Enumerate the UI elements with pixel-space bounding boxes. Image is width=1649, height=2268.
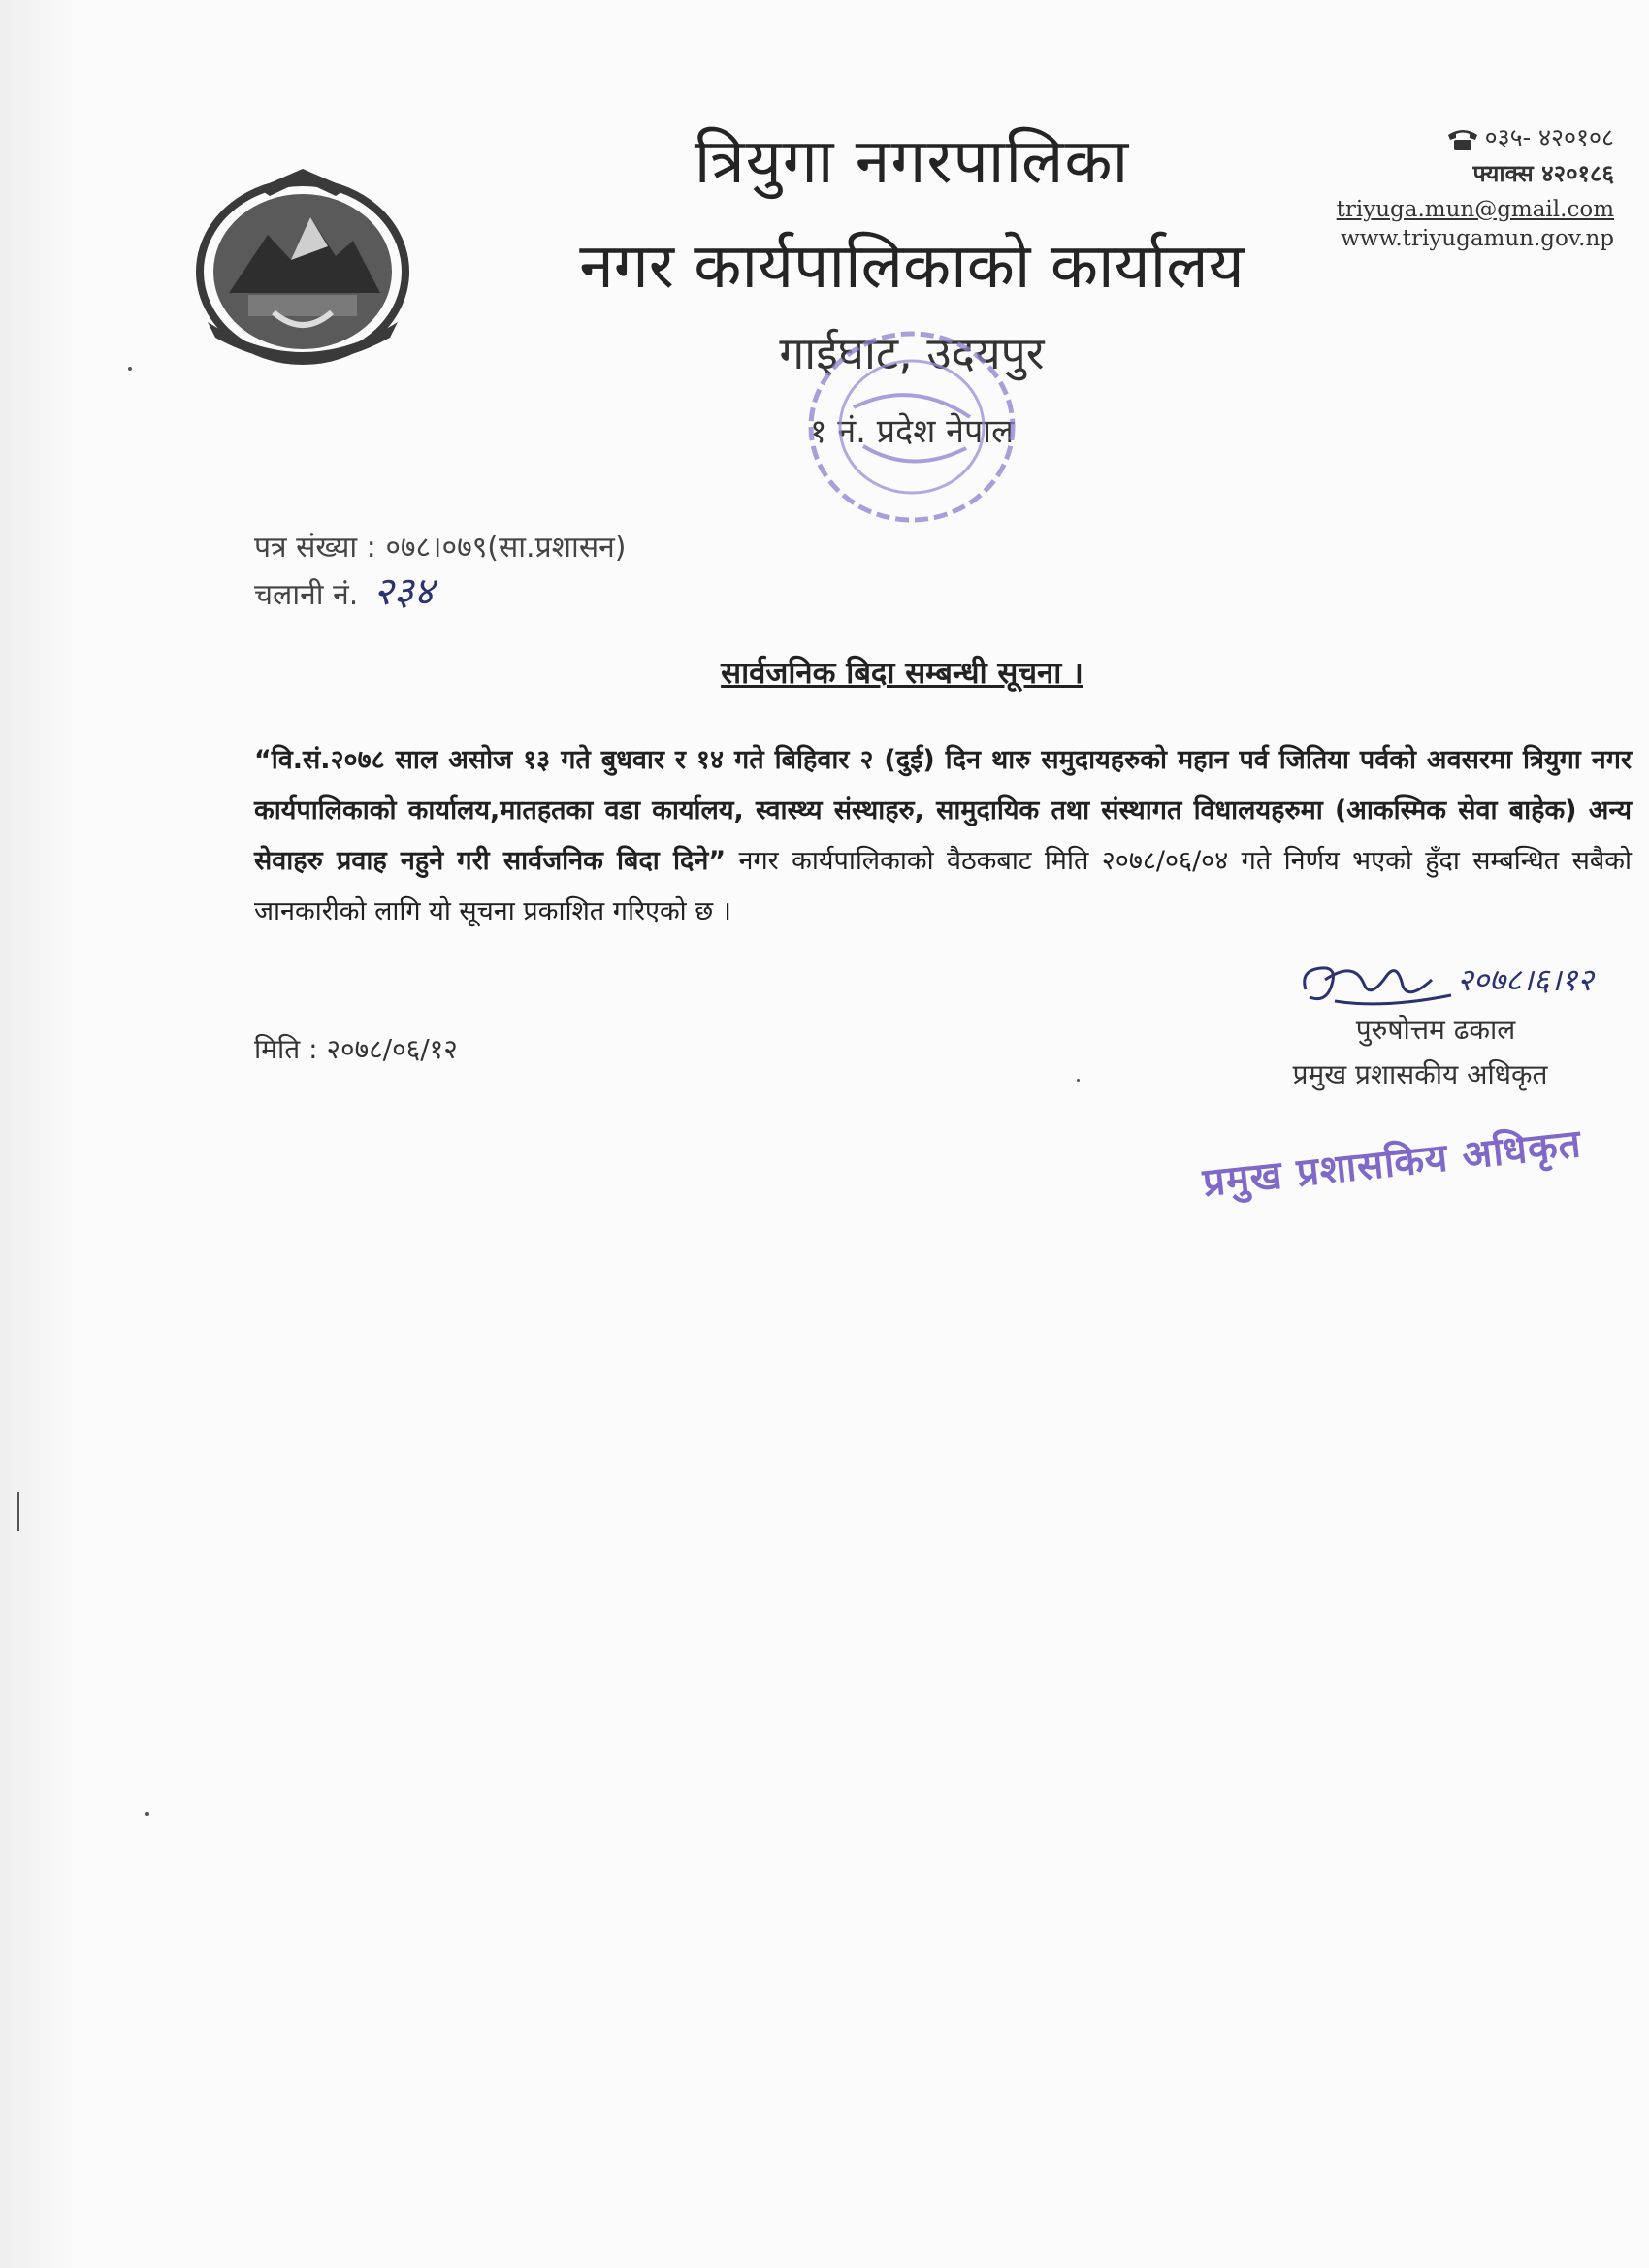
letter-number-label: पत्र संख्या : [254, 531, 376, 565]
page-edge-shadow [0, 0, 81, 2268]
signer-title: प्रमुख प्रशासकीय अधिकृत [1292, 1058, 1548, 1090]
notice-body-rest: नगर कार्यपालिकाको वैठकबाट मिति २०७८/०६/०४ गते निर्णय भएको हुँदा सम्बन्धित सबैको जानकारीको लागि यो सूचना प्रकाशित गरिएको छ । [254, 846, 1632, 926]
office-province: १ नं. प्रदेश नेपाल [809, 412, 1015, 451]
signer-name: पुरुषोत्तम ढकाल [1355, 1014, 1516, 1046]
website-link[interactable]: www.triyugamun.gov.np [1341, 226, 1614, 251]
letter-number-line [254, 526, 626, 566]
dispatch-number-line [254, 563, 434, 616]
signature-date: २०७८।६।१२ [1457, 961, 1594, 998]
dispatch-number-label: चलानी नं. [254, 578, 359, 612]
phone-number: ०३५- ४२०१०८ [1484, 123, 1614, 151]
scan-mark [17, 1492, 19, 1531]
round-office-stamp [795, 320, 1028, 534]
scan-speck [146, 1812, 149, 1816]
scan-speck [1077, 1079, 1080, 1082]
telephone-icon [1446, 127, 1479, 152]
notice-body [254, 735, 1632, 937]
notice-title: सार्वजनिक बिदा सम्बन्धी सूचना । [721, 656, 1083, 691]
handwritten-signature [1296, 951, 1461, 1019]
dispatch-number-value: २३४ [372, 569, 435, 614]
office-location: गाईघाट, उदयपुर [779, 327, 1045, 379]
fax-number: फ्याक्स ४२०१८६ [1472, 160, 1614, 187]
notice-date: मिति : २०७८/०६/१२ [254, 1033, 458, 1065]
signature-block [1232, 951, 1620, 1106]
nepal-emblem-icon [190, 167, 415, 371]
designation-stamp: प्रमुख प्रशासकिय अधिकृत [1200, 1121, 1584, 1206]
office-name: त्रियुगा नगरपालिका [694, 126, 1130, 198]
letter-number-value: ०७८।०७९(सा.प्रशासन) [385, 531, 627, 565]
email-link[interactable]: triyuga.mun@gmail.com [1336, 197, 1614, 222]
contact-block [1284, 120, 1614, 251]
office-subtitle: नगर कार्यपालिकाको कार्यालय [579, 231, 1245, 303]
scan-speck [128, 367, 132, 371]
notice-body-quoted: “वि.सं.२०७८ साल असोज १३ गते बुधवार र १४ गते बिहिवार २ (दुई) दिन थारु समुदायहरुको महान पर्व जितिया पर्वको अवसरमा त्रियुगा नगर कार्यपालिकाको कार्यालय,मातहतका वडा कार्यालय, स्वास्थ्य संस्थाहरु, सामुदायिक तथा संस्थागत विधालयहरुमा (आकस्मिक सेवा बाहेक) अन्य सेवाहरु प्रवाह नहुने गरी सार्वजनिक बिदा दिने” [254, 745, 1632, 876]
phone-line [1284, 120, 1614, 153]
